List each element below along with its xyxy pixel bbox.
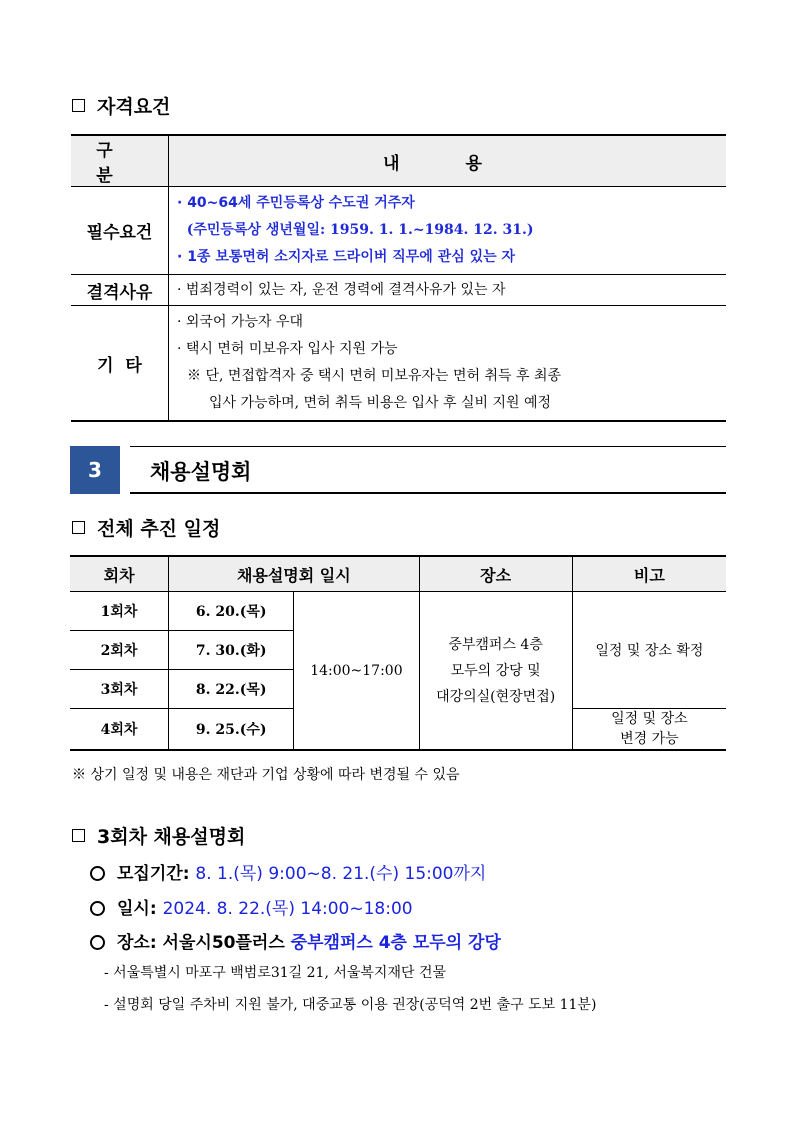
date-cell: 8. 22.(목) — [169, 670, 294, 709]
note-fixed-cell: 일정 및 장소 확정 — [572, 592, 726, 709]
circle-bullet-icon — [90, 866, 105, 881]
square-bullet-icon — [72, 829, 85, 842]
schedule-heading: 전체 추진 일정 — [72, 514, 220, 541]
col-header-note: 비고 — [572, 556, 726, 592]
row-label-etc: 기 타 — [71, 306, 169, 422]
note-change-cell: 일정 및 장소 변경 가능 — [572, 709, 726, 751]
col-header-round: 회차 — [70, 556, 169, 592]
qualification-heading: 자격요건 — [72, 92, 170, 119]
table-row — [71, 306, 726, 422]
time-cell: 14:00~17:00 — [294, 592, 419, 751]
date-cell: 7. 30.(화) — [169, 631, 294, 670]
col-header-category: 구 분 — [71, 135, 169, 187]
etc-content: · 외국어 가능자 우대 · 택시 면허 미보유자 입사 지원 가능 ※ 단, 면접합격자 중 택시 면허 미보유자는 면허 취득 후 최종 입사 가능하며, 면허 취득 비용은 입사 후 실비 지원 예정 — [169, 306, 727, 422]
date-cell: 9. 25.(수) — [169, 709, 294, 751]
table-header-row — [70, 556, 726, 592]
section-bottom-rule — [130, 492, 726, 494]
section-number-badge: 3 — [70, 446, 120, 494]
round-cell: 3회차 — [70, 670, 169, 709]
table-header-row — [71, 135, 726, 187]
transport-note: - 설명회 당일 주차비 지원 불가, 대중교통 이용 권장(공덕역 2번 출구 도보 11분) — [104, 997, 597, 1013]
circle-bullet-icon — [90, 935, 105, 950]
required-content: · 40~64세 주민등록상 수도권 거주자 (주민등록상 생년월일: 1959. 1. 1.~1984. 12. 31.) · 1종 보통면허 소지자로 드라이버 직무에 관심 있는 자 — [169, 187, 727, 275]
disqualify-content: · 범죄경력이 있는 자, 운전 경력에 결격사유가 있는 자 — [169, 275, 727, 306]
section-top-rule — [130, 446, 726, 447]
row-label-disqualify: 결격사유 — [71, 275, 169, 306]
date-cell: 6. 20.(목) — [169, 592, 294, 631]
round-cell: 1회차 — [70, 592, 169, 631]
circle-bullet-icon — [90, 901, 105, 916]
section-title: 채용설명회 — [150, 460, 252, 484]
schedule-footnote: ※ 상기 일정 및 내용은 재단과 기업 상황에 따라 변경될 수 있음 — [72, 767, 460, 783]
event-place-line: 장소: 서울시50플러스 중부캠퍼스 4층 모두의 강당 — [90, 928, 501, 953]
schedule-table — [70, 555, 726, 751]
row-label-required: 필수요건 — [71, 187, 169, 275]
table-row — [70, 592, 726, 631]
col-header-content: 내 용 — [169, 135, 727, 187]
place-cell: 중부캠퍼스 4층 모두의 강당 및 대강의실(현장면접) — [419, 592, 572, 751]
recruit-period-line: 모집기간: 8. 1.(목) 9:00~8. 21.(수) 15:00까지 — [90, 859, 486, 884]
col-header-place: 장소 — [419, 556, 572, 592]
col-header-datetime: 채용설명회 일시 — [169, 556, 419, 592]
square-bullet-icon — [72, 521, 85, 534]
address-note: - 서울특별시 마포구 백범로31길 21, 서울복지재단 건물 — [104, 965, 446, 981]
square-bullet-icon — [72, 99, 85, 112]
table-row — [71, 187, 726, 275]
third-session-heading: 3회차 채용설명회 — [72, 822, 245, 849]
round-cell: 4회차 — [70, 709, 169, 751]
round-cell: 2회차 — [70, 631, 169, 670]
qualification-table — [71, 134, 726, 422]
event-date-line: 일시: 2024. 8. 22.(목) 14:00~18:00 — [90, 894, 413, 919]
table-row — [71, 275, 726, 306]
